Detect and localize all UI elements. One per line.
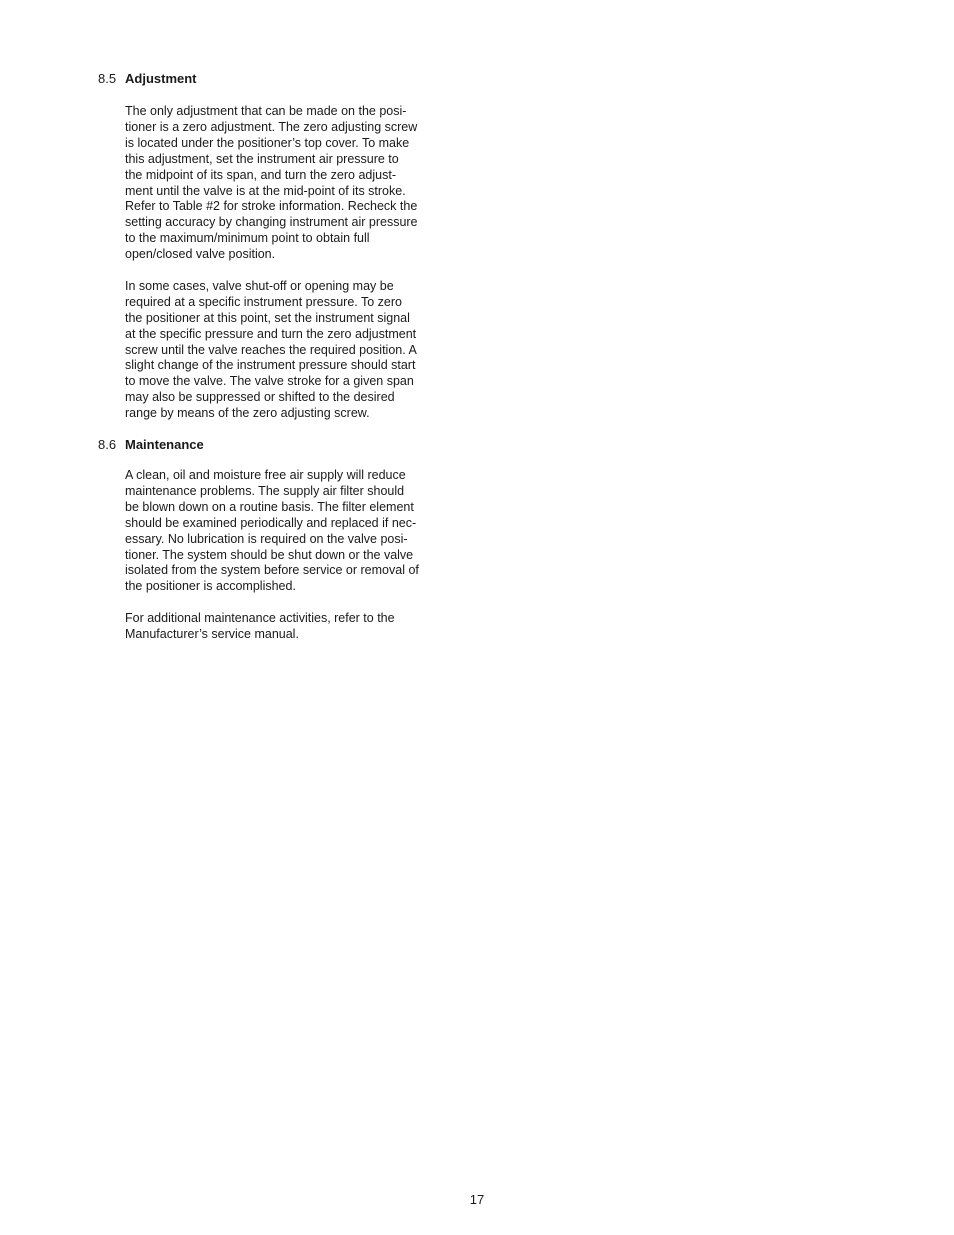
paragraph-adjustment-2: In some cases, valve shut-off or opening may be required at a specific instrument pressure. To zero the positioner at this point, set the instrument signal at the specific pressure and turn the zero adjustment screw until the valve reaches the required position. A slight change of the instrument pressure should start to move the valve. The valve stroke for a given span may also be suppressed or shifted to the desired range by means of the zero adjusting screw. [125,278,417,421]
section-heading [98,71,458,87]
section-title: Maintenance [125,437,204,452]
section-adjustment [98,71,458,422]
section-title: Adjustment [125,71,197,86]
page-number: 17 [469,1192,485,1207]
section-heading [98,437,458,453]
section-maintenance [98,437,458,643]
paragraph-adjustment-1: The only adjustment that can be made on the posi- tioner is a zero adjustment. The zero adjusting screw is located under the positioner’s top cover. To make this adjustment, set the instrument air pressure to the midpoint of its span, and turn the zero adjust- ment until the valve is at the mid-point of its stroke. Refer to Table #2 for stroke information. Recheck the setting accuracy by changing instrument air pressure to the maximum/minimum point to obtain full open/closed valve position. [125,104,418,262]
paragraph-maintenance-1: A clean, oil and moisture free air supply will reduce maintenance problems. The supply air filter should be blown down on a routine basis. The filter element should be examined periodically and replaced if nec- essary. No lubrication is required on the valve posi- tioner. The system should be shut down or the valve isolated from the system before service or removal of the positioner is accomplished. [125,468,419,594]
paragraph-maintenance-2: For additional maintenance activities, refer to the Manufacturer’s service manual. [125,611,395,642]
section-number: 8.6 [98,437,117,452]
section-number: 8.5 [98,71,117,86]
